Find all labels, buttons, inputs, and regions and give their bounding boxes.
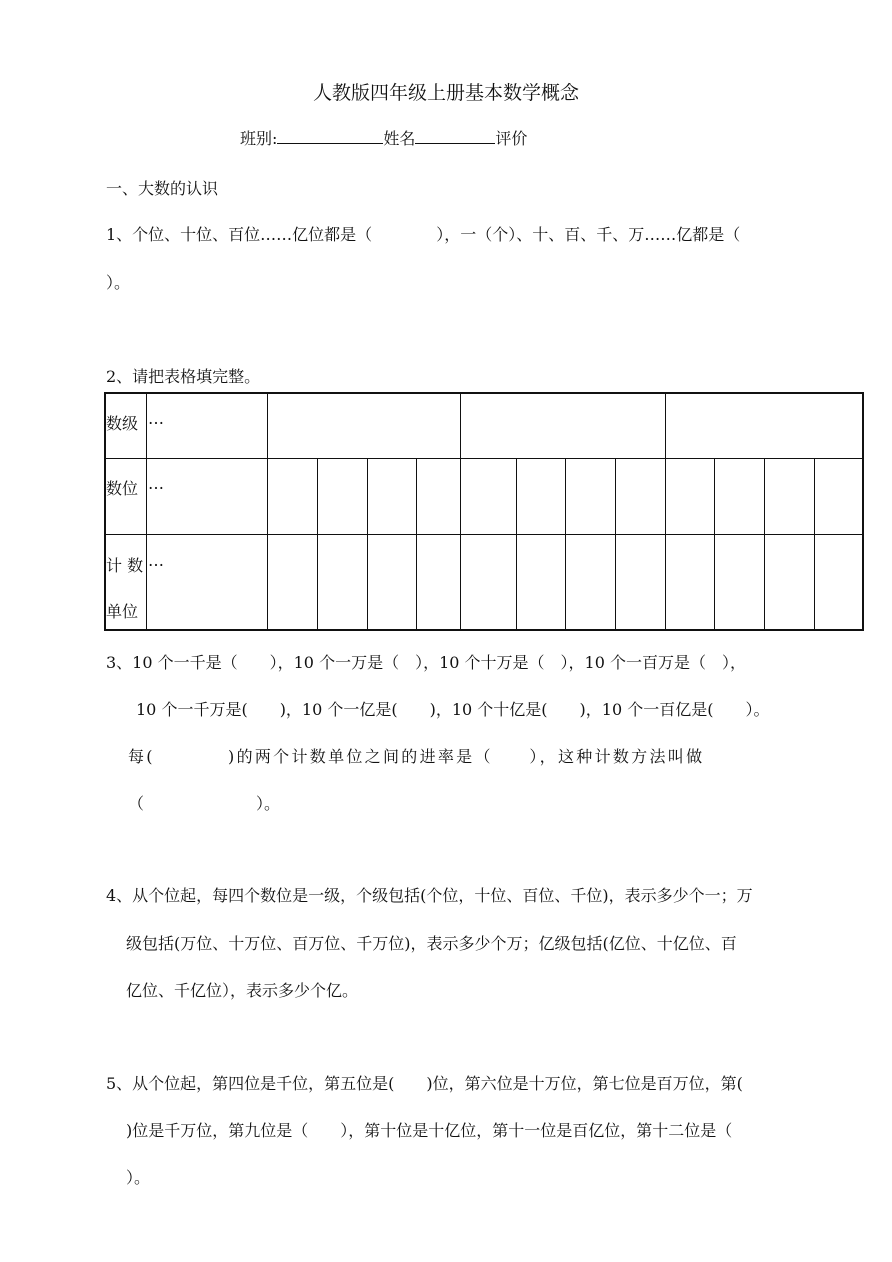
- question-4-line-1: 4、从个位起，每四个数位是一级，个级包括(个位，十位、百位、千位)，表示多少个一；万: [106, 886, 753, 905]
- class-label: 班别:: [240, 129, 278, 148]
- row-label-unit-2: 单位: [106, 602, 139, 621]
- question-5-line-3: ）。: [126, 1168, 151, 1187]
- ellipsis-cell: …: [148, 409, 164, 428]
- question-1-line-2: ）。: [106, 273, 131, 292]
- question-3-line-3: 每( )的两个计数单位之间的进率是（ ），这种计数方法叫做: [128, 747, 705, 766]
- question-5-line-2: )位是千万位，第九位是（ ），第十位是十亿位，第十一位是百亿位，第十二位是（: [126, 1121, 733, 1140]
- question-2-prompt: 2、请把表格填完整。: [106, 367, 261, 386]
- column-divider: [516, 458, 517, 631]
- table-border: [104, 392, 864, 631]
- row-divider: [104, 534, 864, 535]
- column-divider: [317, 458, 318, 631]
- row-label-digit: 数位: [106, 479, 139, 498]
- question-3-line-4: （ ）。: [128, 794, 281, 813]
- evaluation-label: 评价: [495, 129, 528, 148]
- row-label-unit-1: 计 数: [106, 556, 144, 575]
- column-divider: [146, 392, 147, 631]
- question-3-line-1: 3、10 个一千是（ ），10 个一万是（ ），10 个十万是（ ），10 个一百万是（ ），: [106, 653, 746, 672]
- question-4-line-3: 亿位、千亿位），表示多少个亿。: [126, 981, 359, 1000]
- column-divider: [416, 458, 417, 631]
- student-info-line: [240, 126, 527, 149]
- column-divider: [764, 458, 765, 631]
- column-divider: [367, 458, 368, 631]
- column-divider: [565, 458, 566, 631]
- place-value-table: [104, 392, 864, 631]
- question-5-line-1: 5、从个位起，第四位是千位，第五位是( )位，第六位是十万位，第七位是百万位，第(: [106, 1074, 743, 1093]
- row-divider: [104, 458, 864, 459]
- column-divider: [714, 458, 715, 631]
- column-divider: [615, 458, 616, 631]
- class-blank[interactable]: [277, 129, 383, 144]
- q1-text-b: ），一（个）、十、百、千、万……亿都是（: [436, 225, 741, 244]
- ellipsis-cell: …: [148, 474, 164, 493]
- row-label-level: 数级: [106, 414, 139, 433]
- column-divider: [460, 392, 461, 631]
- page-title: 人教版四年级上册基本数学概念: [312, 82, 579, 104]
- column-divider: [267, 392, 268, 631]
- question-3-line-2: 10 个一千万是( )，10 个一亿是( )，10 个十亿是( )，10 个一百亿是( ）。: [136, 700, 770, 719]
- section-heading: 一、大数的认识: [106, 179, 219, 198]
- ellipsis-cell: …: [148, 551, 164, 570]
- name-label: 姓名: [383, 129, 416, 148]
- q1-text-a: 1、个位、十位、百位……亿位都是（: [106, 225, 373, 244]
- column-divider: [665, 392, 666, 631]
- question-4-line-2: 级包括(万位、十万位、百万位、千万位)，表示多少个万；亿级包括(亿位、十亿位、百: [126, 934, 737, 953]
- column-divider: [814, 458, 815, 631]
- name-blank[interactable]: [415, 129, 495, 144]
- question-1-line-1: [106, 222, 740, 245]
